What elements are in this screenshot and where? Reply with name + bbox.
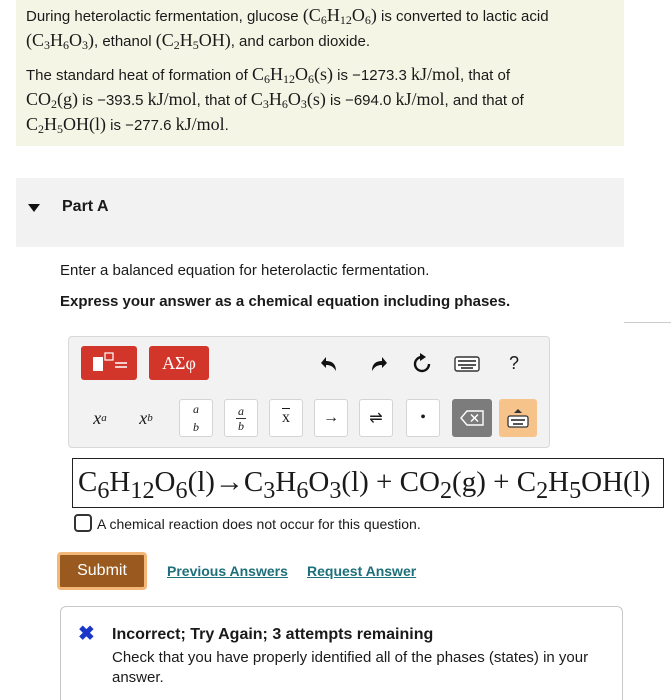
previous-answers-link[interactable]: Previous Answers [167,563,288,579]
part-title: Part A [62,198,109,215]
fraction-denominator: b [238,418,244,433]
answer-input[interactable] [72,458,664,508]
unit: kJ/mol [410,64,460,84]
subscript-base: x [139,407,148,428]
feedback-panel [60,606,623,700]
glucose-solid: $C_6H_{12}O_6(s)$ [251,64,333,86]
keyboard-icon [454,355,480,373]
templates-icon [89,351,129,375]
stack-top: a [193,402,199,416]
undo-icon [320,355,340,373]
divider [624,322,671,323]
reaction-arrow-button[interactable]: → [314,399,348,437]
virtual-keyboard-button[interactable] [499,399,537,437]
undo-button[interactable] [317,351,343,377]
superscript-button[interactable] [83,399,117,437]
unit: kJ/mol [147,89,197,109]
redo-icon [368,355,388,373]
instruction-emphasis: Express your answer as a chemical equation including phases. [60,293,511,310]
no-reaction-checkbox[interactable] [74,514,92,532]
intro-text: is converted to lactic acid [376,8,549,25]
overline-button[interactable] [269,399,303,437]
keyboard-toggle-icon [506,407,530,429]
instruction-text: Enter a balanced equation for heterolactic fermentation. [60,262,430,279]
subscript-index: b [147,412,153,424]
intro-text: . [224,117,229,134]
unit: kJ/mol [175,114,225,134]
stack-icon [193,402,199,434]
intro-text: , and that of [444,92,524,109]
ethanol-formula: $(C_2H_5OH)$ [155,30,231,52]
part-a-header[interactable] [16,178,624,247]
delete-button[interactable] [452,399,492,437]
lactic-acid-formula: $(C_3H_6O_3)$ [26,30,94,52]
dot-button[interactable]: • [406,399,440,437]
superscript-base: x [93,407,102,428]
lactic-solid: $C_3H_6O_3(s)$ [250,89,326,111]
glucose-value: is −1273.3 [332,67,411,84]
symbols-button[interactable]: ΑΣφ [149,346,209,380]
collapse-triangle-icon[interactable] [28,204,40,212]
intro-text: , that of [459,67,511,84]
no-reaction-label[interactable]: A chemical reaction does not occur for this question. [97,516,421,532]
intro-text: The standard heat of formation of [26,67,252,84]
keyboard-shortcuts-button[interactable] [452,351,482,377]
help-button[interactable]: ? [508,352,519,373]
lactic-value: is −694.0 [325,92,396,109]
reset-icon [411,353,433,375]
subscript-button[interactable] [129,399,163,437]
fraction-button[interactable] [224,399,258,437]
ethanol-value: is −277.6 [106,117,176,134]
incorrect-x-icon: ✖ [78,623,95,645]
unit: kJ/mol [395,89,445,109]
redo-button[interactable] [365,351,391,377]
request-answer-link[interactable]: Request Answer [307,563,417,579]
intro-text: During heterolactic fermentation, glucose [26,8,303,25]
intro-paragraph-1 [26,5,621,55]
feedback-message: Check that you have properly identified all of the phases (states) in your answer. [112,649,589,686]
intro-text: , ethanol [94,33,156,50]
equilibrium-arrow-button[interactable]: ⇌ [359,399,393,437]
intro-text: , and carbon dioxide. [230,33,370,50]
problem-statement [16,0,624,146]
backspace-icon [460,410,484,426]
submit-button[interactable]: Submit [57,552,147,590]
reset-button[interactable] [409,351,435,377]
stack-button[interactable] [179,399,213,437]
answer-equation: $C_6H_{12}O_6(l)\to C_3H_6O_3(l) + CO_2(g) + C_2H_5OH(l)$ [78,466,651,504]
co2-value: is −393.5 [78,92,148,109]
stack-bottom: b [193,420,199,434]
superscript-exponent: a [101,412,107,424]
intro-paragraph-2 [26,64,621,139]
co2-gas: $CO_2(g)$ [26,89,79,111]
overline-icon: $\overline{x}$ [282,409,290,426]
intro-text: , that of [196,92,251,109]
glucose-formula: $(C_6H_{12}O_6)$ [302,5,377,27]
feedback-title: Incorrect; Try Again; 3 attempts remaining [112,626,434,643]
ethanol-liquid: $C_2H_5OH(l)$ [26,114,107,136]
fraction-numerator: a [238,403,244,418]
templates-button[interactable] [81,346,137,380]
equation-toolbar [68,336,550,448]
fraction-icon [236,404,246,433]
